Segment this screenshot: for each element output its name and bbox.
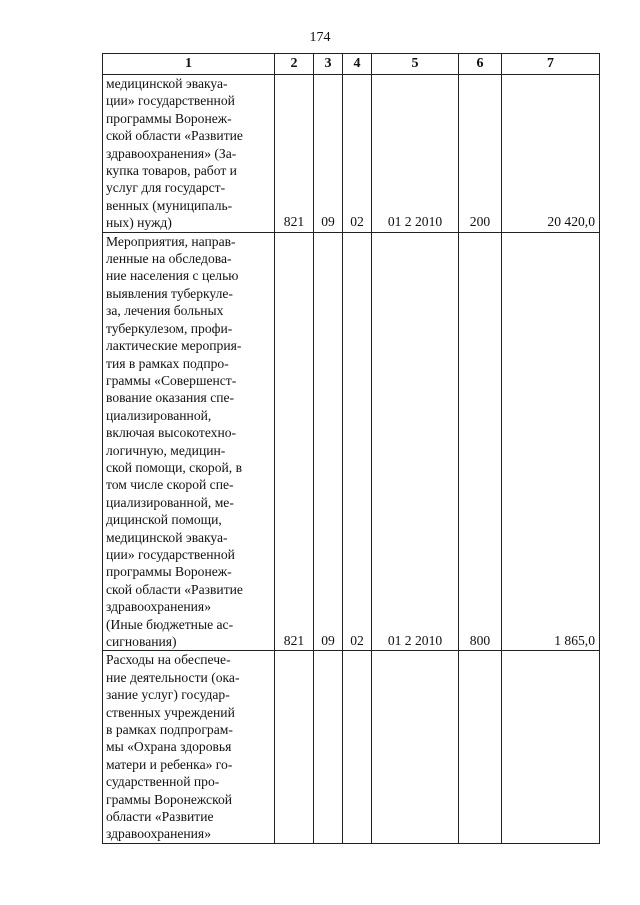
- description-line: венных (муниципаль-: [106, 197, 233, 213]
- target-article-cell: 01 2 2010: [372, 75, 459, 233]
- subsection-code-cell: [343, 651, 372, 843]
- expense-type-cell: 200: [459, 75, 502, 233]
- description-line: за, лечения больных: [106, 303, 224, 319]
- description-line: включая высокотехно-: [106, 425, 237, 441]
- description-line: циализированной, ме-: [106, 494, 234, 510]
- ministry-code-cell: [275, 651, 314, 843]
- budget-table: [102, 53, 600, 844]
- row-description: [103, 75, 275, 233]
- description-line: вование оказания спе-: [106, 390, 235, 406]
- expense-type-cell: [459, 651, 502, 843]
- description-line: выявления туберкуле-: [106, 285, 233, 301]
- header-col-7: 7: [502, 54, 600, 75]
- description-line: медицинской эвакуа-: [106, 76, 228, 91]
- ministry-code-cell: 821: [275, 232, 314, 651]
- amount-cell: 1 865,0: [502, 232, 600, 651]
- description-line: здравоохранения»: [106, 826, 211, 842]
- header-col-1: 1: [103, 54, 275, 75]
- description-line: области «Развитие: [106, 809, 214, 825]
- ministry-code-cell: 821: [275, 75, 314, 233]
- description-line: ние деятельности (ока-: [106, 669, 240, 685]
- description-line: туберкулезом, профи-: [106, 320, 233, 336]
- expense-type-cell: 800: [459, 232, 502, 651]
- section-code-cell: [314, 651, 343, 843]
- header-col-5: 5: [372, 54, 459, 75]
- section-code-cell: 09: [314, 232, 343, 651]
- target-article-cell: [372, 651, 459, 843]
- description-line: сударственной про-: [106, 774, 220, 790]
- description-line: ственных учреждений: [106, 704, 235, 720]
- description-line: матери и ребенка» го-: [106, 756, 233, 772]
- description-line: дицинской помощи,: [106, 512, 222, 528]
- description-line: мы «Охрана здоровья: [106, 739, 232, 755]
- header-col-6: 6: [459, 54, 502, 75]
- description-line: в рамках подпрограм-: [106, 722, 233, 738]
- description-line: граммы Воронежской: [106, 791, 233, 807]
- description-line: медицинской эвакуа-: [106, 529, 228, 545]
- table-row: [103, 651, 600, 843]
- description-line: циализированной,: [106, 407, 212, 423]
- description-line: сигнования): [106, 634, 177, 649]
- header-row: [103, 54, 600, 75]
- subsection-code-cell: 02: [343, 75, 372, 233]
- description-line: тия в рамках подпро-: [106, 355, 229, 371]
- description-line: ской области «Развитие: [106, 128, 243, 144]
- description-line: здравоохранения» (За-: [106, 145, 237, 161]
- description-line: лактические мероприя-: [106, 338, 242, 354]
- description-line: ции» государственной: [106, 93, 235, 109]
- table-row: [103, 232, 600, 651]
- subsection-code-cell: 02: [343, 232, 372, 651]
- description-line: Мероприятия, направ-: [106, 233, 236, 249]
- description-line: ции» государственной: [106, 546, 235, 562]
- amount-cell: [502, 651, 600, 843]
- row-description: [103, 651, 275, 843]
- description-line: граммы «Совершенст-: [106, 372, 237, 388]
- description-line: здравоохранения»: [106, 599, 211, 615]
- description-line: ние населения с целью: [106, 268, 239, 284]
- page-number: 174: [309, 30, 331, 45]
- row-description: [103, 232, 275, 651]
- header-col-2: 2: [275, 54, 314, 75]
- description-line: том числе скорой спе-: [106, 477, 234, 493]
- description-line: ской области «Развитие: [106, 581, 243, 597]
- table-row: [103, 75, 600, 233]
- description-line: программы Воронеж-: [106, 110, 232, 126]
- description-line: зание услуг) государ-: [106, 687, 230, 703]
- description-line: программы Воронеж-: [106, 564, 232, 580]
- description-line: купка товаров, работ и: [106, 163, 237, 179]
- description-line: ных) нужд): [106, 215, 172, 231]
- description-line: логичную, медицин-: [106, 442, 226, 458]
- description-line: (Иные бюджетные ас-: [106, 616, 234, 632]
- target-article-cell: 01 2 2010: [372, 232, 459, 651]
- amount-cell: 20 420,0: [502, 75, 600, 233]
- header-col-3: 3: [314, 54, 343, 75]
- description-line: Расходы на обеспече-: [106, 652, 231, 668]
- section-code-cell: 09: [314, 75, 343, 233]
- description-line: ленные на обследова-: [106, 251, 232, 267]
- description-line: ской помощи, скорой, в: [106, 459, 242, 475]
- header-col-4: 4: [343, 54, 372, 75]
- description-line: услуг для государст-: [106, 180, 226, 196]
